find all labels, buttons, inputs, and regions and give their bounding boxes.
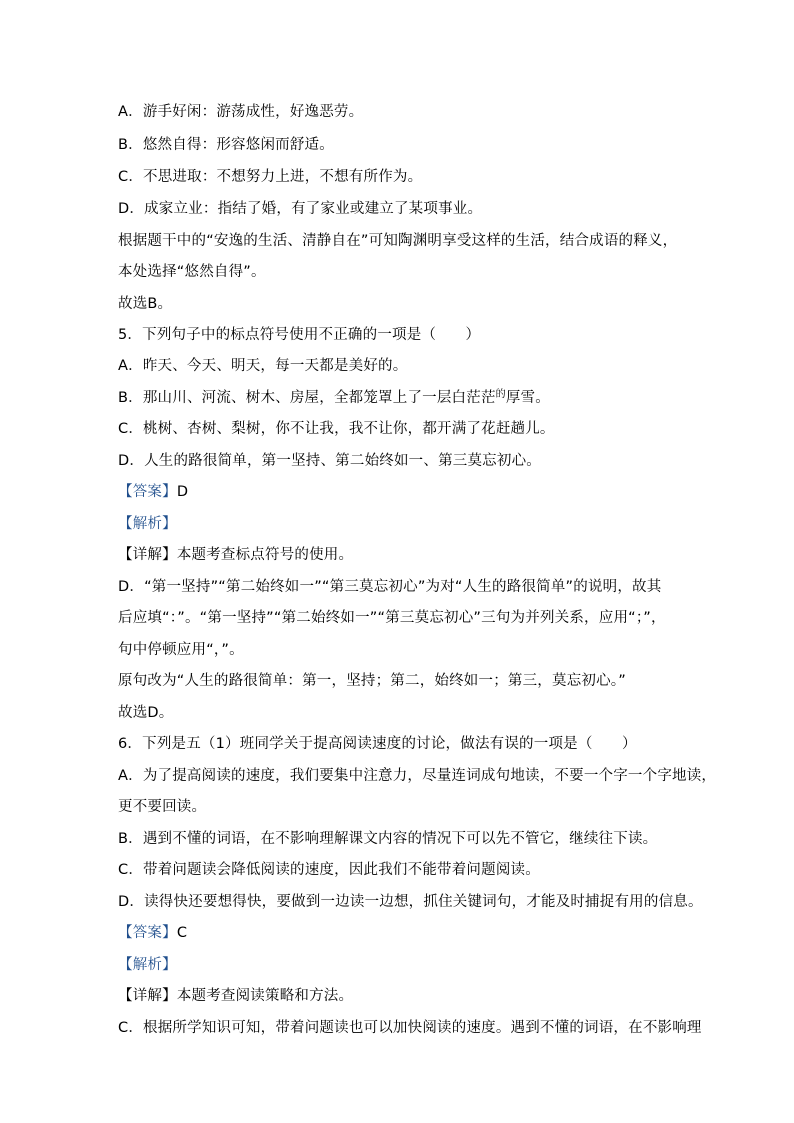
q6-option-b: B．遇到不懂的词语，在不影响理解课文内容的情况下可以先不管它，继续往下读。 [118,831,658,847]
q5-option-b-text-pre: B．那山川、河流、树木、房屋，全都笼罩上了一层白茫茫 [118,390,496,406]
q4-option-d: D．成家立业：指结了婚，有了家业或建立了某项事业。 [118,201,483,217]
q5-analysis-tag: 【解析】 [118,516,177,532]
q5-answer [118,482,188,502]
q5-detail-text: 本题考查标点符号的使用。 [176,547,354,563]
q6-answer [118,923,187,943]
q4-option-c: C．不思进取：不想努力上进，不想有所作为。 [118,169,423,185]
q6-answer-tag: 【答案】 [118,925,177,941]
q5-explain-line-2: 后应填“：”。“第一坚持”“第二始终如一”“第三莫忘初心”三句为并列关系，应用“；”， [118,610,666,626]
q6-detail [118,986,353,1006]
q6-detail-tag: 【详解】 [118,988,177,1004]
q5-stem: 5．下列句子中的标点符号使用不正确的一项是（ ） [118,327,481,343]
q5-analysis-heading [118,514,177,534]
q6-detail-text: 本题考查阅读策略和方法。 [176,988,354,1004]
q6-explain-line-1: C．根据所学知识可知，带着问题读也可以加快阅读的速度。遇到不懂的词语，在不影响理 [118,1020,702,1036]
q6-answer-value: C [176,925,188,941]
q5-explain-line-3: 句中停顿应用“，”。 [118,642,244,658]
q5-option-a: A．昨天、今天、明天，每一天都是美好的。 [118,358,408,374]
q4-conclusion: 故选B。 [118,296,173,312]
q5-option-d: D．人生的路很简单，第一坚持、第二始终如一、第三莫忘初心。 [118,453,541,469]
q6-option-c: C．带着问题读会降低阅读的速度，因此我们不能带着问题阅读。 [118,862,540,878]
q5-option-b-text-post: 厚雪。 [505,390,550,406]
q5-option-c: C．桃树、杏树、梨树，你不让我，我不让你，都开满了花赶趟儿。 [118,421,555,437]
q6-analysis-heading [118,955,177,975]
q5-option-b-superscript: 的 [495,389,506,400]
q6-option-d: D．读得快还要想得快，要做到一边读一边想，抓住关键词句，才能及时捕捉有用的信息。 [118,894,703,910]
q4-option-a: A．游手好闲：游荡成性，好逸恶劳。 [118,104,364,120]
q5-explain-line-1: D．“第一坚持”“第二始终如一”“第三莫忘初心”为对“人生的路很简单”的说明，故其 [118,579,662,595]
q5-detail [118,545,353,565]
q4-analysis-line-1: 根据题干中的“安逸的生活、清静自在”可知陶渊明享受这样的生活，结合成语的释义， [118,233,678,249]
q5-answer-tag: 【答案】 [118,484,177,500]
q6-analysis-tag: 【解析】 [118,957,177,973]
q6-stem: 6．下列是五（1）班同学关于提高阅读速度的讨论，做法有误的一项是（ ） [118,736,637,752]
q5-detail-tag: 【详解】 [118,547,177,563]
q5-explain-line-4: 原句改为“人生的路很简单：第一，坚持；第二，始终如一；第三，莫忘初心。” [118,673,626,689]
q5-answer-value: D [176,484,189,500]
q6-option-a-line-1: A．为了提高阅读的速度，我们要集中注意力，尽量连词成句地读，不要一个字一个字地读， [118,768,717,784]
q5-option-b [118,388,550,410]
q4-option-b: B．悠然自得：形容悠闲而舒适。 [118,137,334,153]
q6-option-a-line-2: 更不要回读。 [118,799,207,815]
q5-conclusion: 故选D。 [118,705,174,721]
q4-analysis-line-2: 本处选择“悠然自得”。 [118,264,266,280]
